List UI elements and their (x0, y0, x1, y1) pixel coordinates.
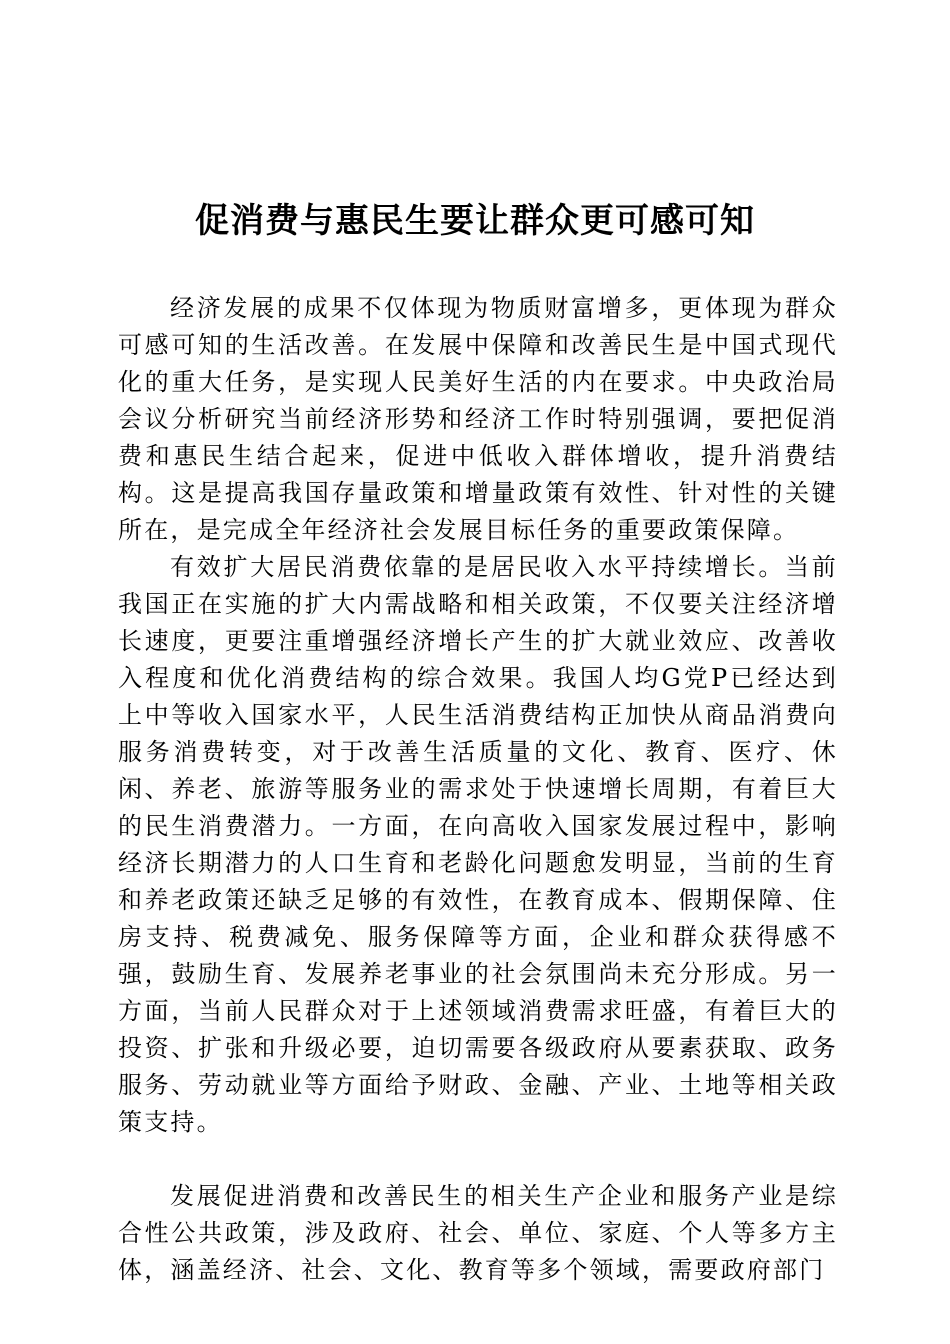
document-title: 促消费与惠民生要让群众更可感可知 (195, 201, 755, 241)
paragraph-1: 经济发展的成果不仅体现为物质财富增多，更体现为群众可感可知的生活改善。在发展中保障和改善民生是中国式现代化的重大任务，是实现人民美好生活的内在要求。中央政治局会议分析研究当前经济形势和经济工作时特别强调，要把促消费和惠民生结合起来，促进中低收入群体增收，提升消费结构。这是提高我国存量政策和增量政策有效性、针对性的关键所在，是完成全年经济社会发展目标任务的重要政策保障。 (118, 294, 838, 544)
document-body (118, 290, 838, 1289)
paragraph-3: 发展促进消费和改善民生的相关生产企业和服务产业是综合性公共政策，涉及政府、社会、单位、家庭、个人等多方主体，涵盖经济、社会、文化、教育等多个领域，需要政府部门 (118, 1182, 838, 1284)
paragraph-2: 有效扩大居民消费依靠的是居民收入水平持续增长。当前我国正在实施的扩大内需战略和相关政策，不仅要关注经济增长速度，更要注重增强经济增长产生的扩大就业效应、改善收入程度和优化消费结构的综合效果。我国人均G党P已经达到上中等收入国家水平，人民生活消费结构正加快从商品消费向服务消费转变，对于改善生活质量的文化、教育、医疗、休闲、养老、旅游等服务业的需求处于快速增长周期，有着巨大的民生消费潜力。一方面，在向高收入国家发展过程中，影响经济长期潜力的人口生育和老龄化问题愈发明显，当前的生育和养老政策还缺乏足够的有效性，在教育成本、假期保障、住房支持、税费减免、服务保障等方面，企业和群众获得感不强，鼓励生育、发展养老事业的社会氛围尚未充分形成。另一方面，当前人民群众对于上述领域消费需求旺盛，有着巨大的投资、扩张和升级必要，迫切需要各级政府从要素获取、政务服务、劳动就业等方面给予财政、金融、产业、土地等相关政策支持。 (118, 553, 838, 1136)
